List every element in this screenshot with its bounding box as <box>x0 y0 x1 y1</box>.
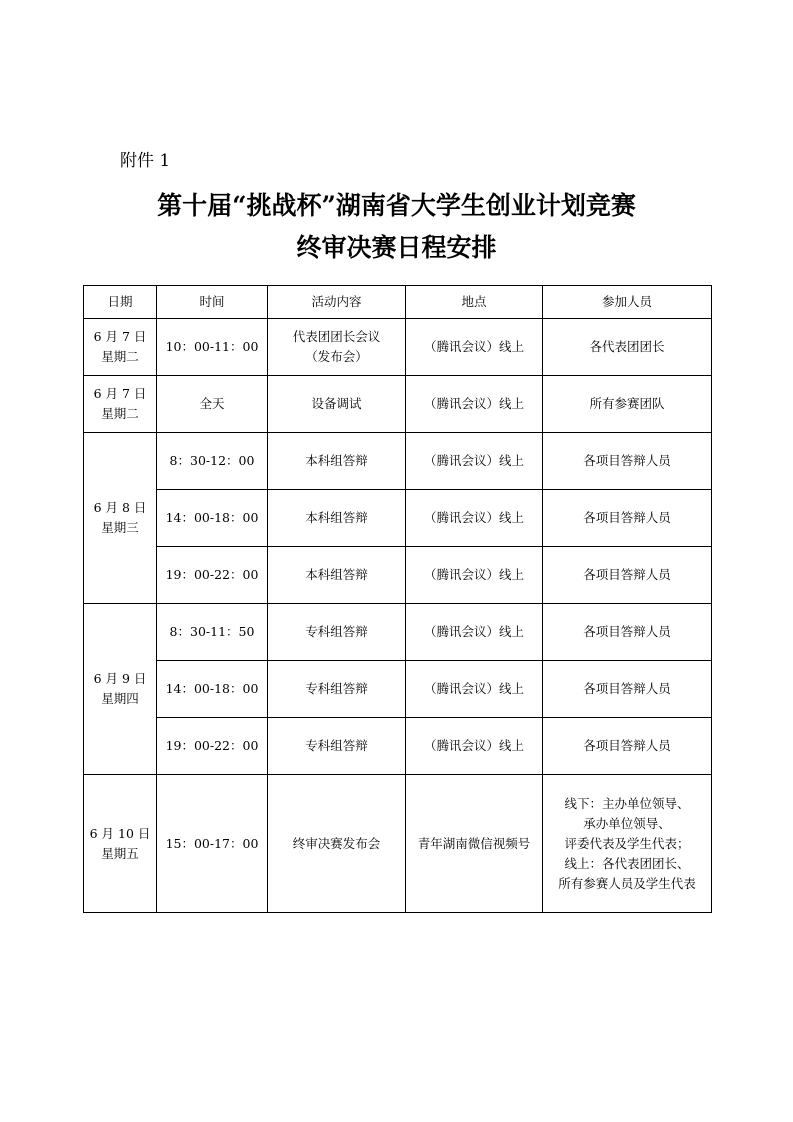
activity-cell-line: 本科组答辩 <box>305 453 368 468</box>
date-cell-line: 6 月 7 日 <box>93 386 147 401</box>
activity-cell <box>268 433 406 490</box>
table-row <box>84 547 712 604</box>
location-cell: （腾讯会议）线上 <box>406 604 543 661</box>
time-cell: 8：30-12：00 <box>157 433 268 490</box>
activity-cell <box>268 604 406 661</box>
activity-cell <box>268 547 406 604</box>
participants-cell-line: 所有参赛人员及学生代表 <box>558 875 696 891</box>
location-cell: （腾讯会议）线上 <box>406 433 543 490</box>
date-cell-line: 6 月 7 日 <box>93 329 147 344</box>
location-cell: （腾讯会议）线上 <box>406 661 543 718</box>
date-cell-line: 6 月 10 日 <box>89 825 151 841</box>
participants-cell-line: 各代表团团长 <box>589 339 665 354</box>
document-title: 第十届“挑战杯”湖南省大学生创业计划竞赛 <box>157 191 636 220</box>
participants-cell-line: 各项目答辩人员 <box>583 510 671 525</box>
participants-cell-line: 线下：主办单位领导、 <box>564 795 690 811</box>
participants-cell-line: 线上：各代表团团长、 <box>564 855 690 871</box>
header-activity: 活动内容 <box>268 286 406 319</box>
activity-cell <box>268 319 406 376</box>
location-cell: （腾讯会议）线上 <box>406 490 543 547</box>
participants-cell-line: 评委代表及学生代表； <box>564 835 690 851</box>
participants-cell-line: 所有参赛团队 <box>589 396 665 411</box>
location-cell: 青年湖南微信视频号 <box>406 775 543 913</box>
date-cell <box>84 433 157 604</box>
activity-cell-line: 本科组答辩 <box>305 510 368 525</box>
participants-cell <box>543 661 712 718</box>
date-cell <box>84 319 157 376</box>
header-location: 地点 <box>406 286 543 319</box>
header-participants: 参加人员 <box>543 286 712 319</box>
table-row <box>84 661 712 718</box>
date-cell-line: 星期五 <box>101 845 139 861</box>
activity-cell <box>268 775 406 913</box>
location-cell: （腾讯会议）线上 <box>406 547 543 604</box>
date-cell-line: 6 月 8 日 <box>93 500 147 515</box>
date-cell <box>84 604 157 775</box>
table-row <box>84 433 712 490</box>
location-cell: （腾讯会议）线上 <box>406 319 543 376</box>
table-row <box>84 319 712 376</box>
activity-cell-line: 代表团团长会议 <box>292 329 381 344</box>
activity-cell <box>268 718 406 775</box>
participants-cell <box>543 319 712 376</box>
activity-cell-line: 专科组答辩 <box>305 624 368 639</box>
activity-cell <box>268 661 406 718</box>
schedule-table <box>83 285 712 913</box>
location-cell: （腾讯会议）线上 <box>406 718 543 775</box>
participants-cell <box>543 376 712 433</box>
activity-cell <box>268 376 406 433</box>
date-cell-line: 星期三 <box>101 520 139 535</box>
date-cell <box>84 775 157 913</box>
date-cell-line: 6 月 9 日 <box>93 671 147 686</box>
activity-cell-line: 设备调试 <box>311 396 362 411</box>
table-header-row <box>84 286 712 319</box>
participants-cell-line: 各项目答辩人员 <box>583 624 671 639</box>
table-row <box>84 775 712 913</box>
activity-cell-line: 本科组答辩 <box>305 567 368 582</box>
time-cell: 全天 <box>157 376 268 433</box>
time-cell: 15：00-17：00 <box>157 775 268 913</box>
table-row <box>84 718 712 775</box>
table-row <box>84 376 712 433</box>
participants-cell <box>543 547 712 604</box>
activity-cell-line: （发布会） <box>305 349 368 364</box>
participants-cell <box>543 433 712 490</box>
time-cell: 19：00-22：00 <box>157 718 268 775</box>
participants-cell-line: 各项目答辩人员 <box>583 681 671 696</box>
time-cell: 19：00-22：00 <box>157 547 268 604</box>
activity-cell-line: 专科组答辩 <box>305 681 368 696</box>
header-date: 日期 <box>84 286 157 319</box>
activity-cell <box>268 490 406 547</box>
table-row <box>84 604 712 661</box>
header-time: 时间 <box>157 286 268 319</box>
time-cell: 14：00-18：00 <box>157 661 268 718</box>
time-cell: 10：00-11：00 <box>157 319 268 376</box>
participants-cell <box>543 775 712 913</box>
date-cell-line: 星期二 <box>101 406 139 421</box>
date-cell-line: 星期四 <box>101 691 139 706</box>
time-cell: 14：00-18：00 <box>157 490 268 547</box>
date-cell-line: 星期二 <box>101 349 139 364</box>
participants-cell <box>543 718 712 775</box>
participants-cell-line: 各项目答辩人员 <box>583 453 671 468</box>
participants-cell-line: 各项目答辩人员 <box>583 567 671 582</box>
time-cell: 8：30-11：50 <box>157 604 268 661</box>
table-row <box>84 490 712 547</box>
activity-cell-line: 终审决赛发布会 <box>292 835 381 851</box>
date-cell <box>84 376 157 433</box>
participants-cell-line: 各项目答辩人员 <box>583 738 671 753</box>
activity-cell-line: 专科组答辩 <box>305 738 368 753</box>
participants-cell <box>543 490 712 547</box>
participants-cell <box>543 604 712 661</box>
participants-cell-line: 承办单位领导、 <box>583 815 671 831</box>
document-subtitle: 终审决赛日程安排 <box>296 233 497 262</box>
location-cell: （腾讯会议）线上 <box>406 376 543 433</box>
schedule-body <box>84 319 712 913</box>
attachment-label: 附件 1 <box>120 151 171 171</box>
